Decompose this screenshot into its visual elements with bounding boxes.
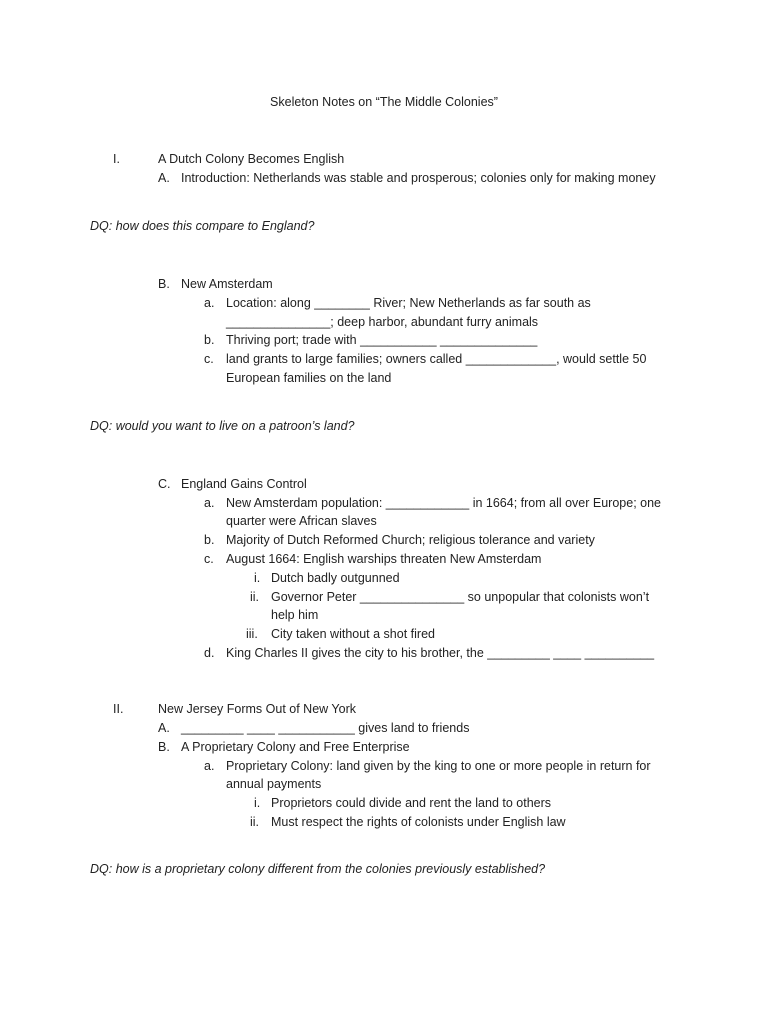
outline-letter: B.: [158, 277, 170, 291]
outline-item-text: Majority of Dutch Reformed Church; religious tolerance and variety: [226, 533, 595, 547]
document-title: Skeleton Notes on “The Middle Colonies”: [270, 95, 498, 109]
outline-letter: A.: [158, 721, 170, 735]
outline-item-text: New Amsterdam: [181, 277, 273, 291]
outline-item-text: Proprietors could divide and rent the land to others: [271, 796, 552, 810]
outline-item-text: help him: [271, 608, 319, 622]
section-numeral: II.: [113, 702, 124, 716]
outline-item-text: New Amsterdam population: ____________ in 1664; from all over Europe; one: [226, 496, 662, 510]
outline-item-text: A Proprietary Colony and Free Enterprise: [181, 740, 410, 754]
outline-marker: ii.: [250, 815, 260, 829]
outline-item-text: Thriving port; trade with ___________ ______________: [226, 333, 538, 347]
section-numeral: I.: [113, 152, 120, 166]
section-heading: New Jersey Forms Out of New York: [158, 702, 356, 716]
outline-marker: ii.: [250, 590, 260, 604]
outline-item-text: Governor Peter _______________ so unpopular that colonists won’t: [271, 590, 650, 604]
outline-item-text: _________ ____ ___________ gives land to friends: [181, 721, 470, 735]
outline-item-text: European families on the land: [226, 371, 392, 385]
outline-item-text: Introduction: Netherlands was stable and prosperous; colonies only for making money: [181, 171, 656, 185]
outline-item-text: land grants to large families; owners called _____________, would settle 50: [226, 352, 647, 366]
outline-item-text: Proprietary Colony: land given by the king to one or more people in return for: [226, 759, 651, 773]
outline-letter: A.: [158, 171, 170, 185]
discussion-question: DQ: would you want to live on a patroon’s land?: [90, 419, 355, 433]
outline-item-text: King Charles II gives the city to his brother, the _________ ____ __________: [226, 646, 655, 660]
outline-marker: iii.: [246, 627, 258, 641]
outline-marker: a.: [204, 759, 215, 773]
outline-letter: C.: [158, 477, 171, 491]
outline-marker: b.: [204, 333, 215, 347]
outline-item-text: Location: along ________ River; New Netherlands as far south as: [226, 296, 591, 310]
outline-letter: B.: [158, 740, 170, 754]
outline-item-text: _______________; deep harbor, abundant furry animals: [226, 315, 539, 329]
outline-item-text: annual payments: [226, 777, 322, 791]
outline-marker: i.: [254, 571, 261, 585]
outline-marker: a.: [204, 296, 215, 310]
outline-item-text: Dutch badly outgunned: [271, 571, 400, 585]
outline-marker: d.: [204, 646, 215, 660]
outline-item-text: England Gains Control: [181, 477, 307, 491]
outline-marker: a.: [204, 496, 215, 510]
section-heading: A Dutch Colony Becomes English: [158, 152, 345, 166]
outline-marker: b.: [204, 533, 215, 547]
outline-marker: c.: [204, 552, 214, 566]
outline-marker: c.: [204, 352, 214, 366]
discussion-question: DQ: how is a proprietary colony different from the colonies previously established?: [90, 862, 546, 876]
outline-item-text: City taken without a shot fired: [271, 627, 435, 641]
outline-item-text: August 1664: English warships threaten New Amsterdam: [226, 552, 542, 566]
outline-item-text: quarter were African slaves: [226, 514, 377, 528]
outline-item-text: Must respect the rights of colonists under English law: [271, 815, 566, 829]
outline-marker: i.: [254, 796, 261, 810]
discussion-question: DQ: how does this compare to England?: [90, 219, 315, 233]
